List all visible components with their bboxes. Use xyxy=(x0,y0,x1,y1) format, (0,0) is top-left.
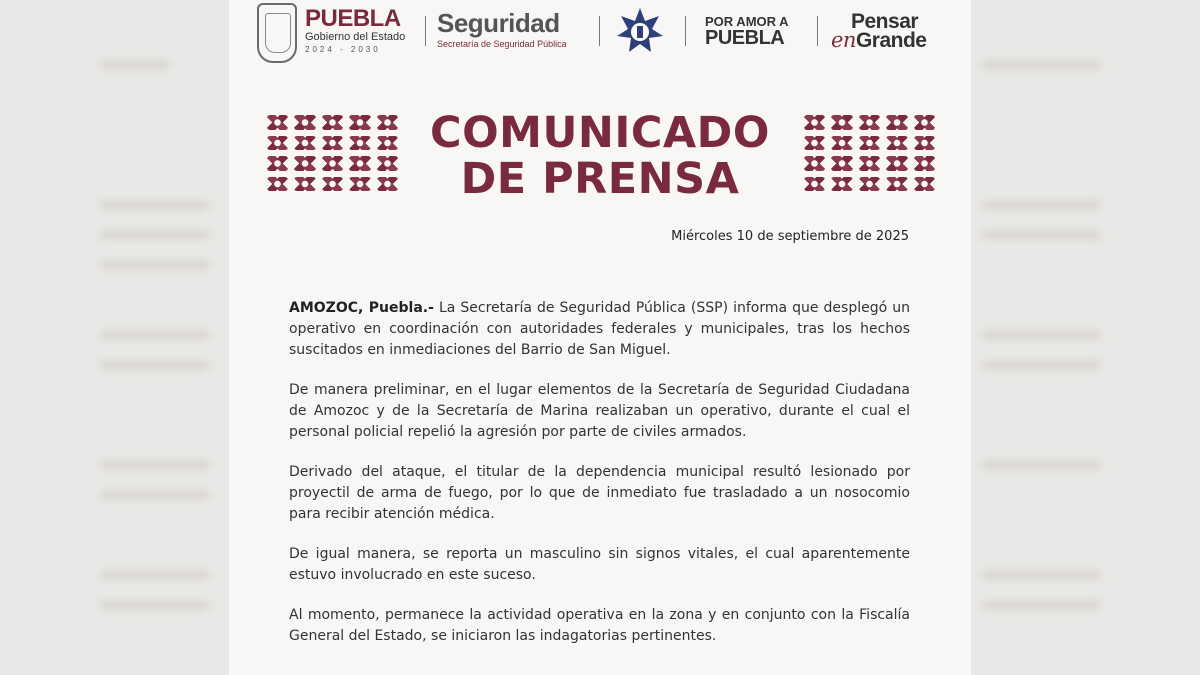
paragraph: De manera preliminar, en el lugar elementos de la Secretaría de Seguridad Ciudadana de Amozoc y de la Secretaría de Marina realizaban un operativo, durante el cual el personal policial repelió la agresión por parte de civiles armados. xyxy=(289,382,910,440)
seguridad-logo-title: Seguridad xyxy=(437,8,560,38)
paragraph: Al momento, permanece la actividad operativa en la zona y en conjunto con la Fiscalía General del Estado, se iniciaron las indagatorias pertinentes. xyxy=(289,607,910,644)
paragraph: Derivado del ataque, el titular de la dependencia municipal resultó lesionado por proyectil de arma de fuego, por lo que de inmediato fue trasladado a un nosocomio para recibir atención médica. xyxy=(289,464,910,522)
pensar-logo-line1: Pensar xyxy=(851,10,919,33)
logo-divider xyxy=(817,16,818,46)
paragraph: AMOZOC, Puebla.- La Secretaría de Seguridad Pública (SSP) informa que desplegó un operativo en coordinación con autoridades federales y municipales, tras los hechos suscitados en inmediaciones del Barrio de San Miguel. xyxy=(289,300,910,358)
blurred-background-left xyxy=(0,0,229,675)
paragraph: De igual manera, se reporta un masculino sin signos vitales, el cual aparentemente estuvo involucrado en este suceso. xyxy=(289,546,910,583)
document-date: Miércoles 10 de septiembre de 2025 xyxy=(671,229,909,244)
header-logos xyxy=(229,0,971,70)
puebla-logo-years: 2024 - 2030 xyxy=(305,45,381,54)
seguridad-logo-subtitle: Secretaría de Seguridad Pública xyxy=(437,39,567,49)
pensar-logo-en: en xyxy=(831,28,856,52)
puebla-logo-subtitle: Gobierno del Estado xyxy=(305,31,406,43)
logo-divider xyxy=(425,16,426,46)
blurred-background-right xyxy=(971,0,1200,675)
logo-divider xyxy=(685,16,686,46)
pensar-logo-grande: Grande xyxy=(855,29,927,52)
por-amor-logo-line1: POR AMOR A xyxy=(705,14,789,29)
dateline: AMOZOC, Puebla.- xyxy=(289,300,434,316)
document-body xyxy=(289,298,910,666)
police-star-badge-icon xyxy=(615,6,665,56)
document-title xyxy=(399,110,801,202)
logo-divider xyxy=(599,16,600,46)
press-release-page xyxy=(229,0,971,675)
puebla-crest-icon xyxy=(257,3,297,63)
decorative-pattern-right xyxy=(802,113,937,193)
pensar-logo-line2 xyxy=(831,29,926,52)
por-amor-logo-line2: PUEBLA xyxy=(705,27,785,49)
title-line-2: DE PRENSA xyxy=(460,154,740,204)
title-line-1: COMUNICADO xyxy=(430,108,770,158)
decorative-pattern-left xyxy=(265,113,400,193)
puebla-logo-title: PUEBLA xyxy=(305,5,401,32)
